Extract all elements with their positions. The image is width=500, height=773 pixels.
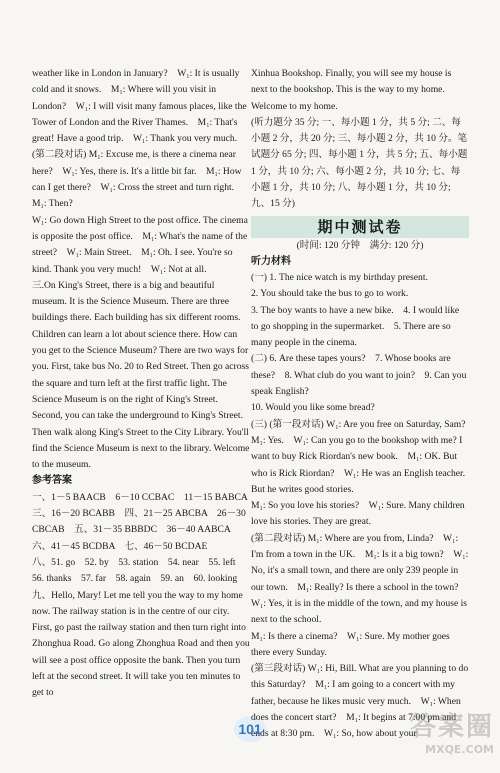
listening-text-3: W₁: Go down High Street to the post office. The cinema is opposite the post office. M₁: What's the name of the street? W₁: Main Street. M₁: Oh. I see. You're so kind. Thank you very much! W₁: Not at all.	[32, 214, 248, 275]
score-note: (听力题分 35 分; 一、每小题 1 分，共 5 分; 二、每小题 2 分，共 20 分; 三、每小题 2 分，共 10 分。笔试题分 65 分; 四、每小题 1 分，共 5 分; 五、每小题 1 分，共 10 分; 六、每小题 2 分，共 10 分; 七、每小题 1 分，共 10 分; 八、每小题 1 分，共 10 分; 九、15 分)	[251, 116, 468, 210]
listening-text-2: (第二段对话) M₁: Excuse me, is there a cinema near here? W₁: Yes, there is. It's a little bit far. M₁: How can I get there? W₁: Cross the street and turn right. M₁: Then?	[32, 149, 244, 210]
material-6: (三) (第一段对话) W₁: Are you free on Saturday, Sam? M₁: Yes. W₁: Can you go to the bookshop with me? I want to buy Rick Riordan's new book. M₁: OK. But who is Rick Riordan? W₁: He was an English teacher. But he writes good stories.	[251, 418, 476, 495]
material-3: 3. The boy wants to have a new bike. 4. I would like to go shopping in the supermarket. 5. There are so many people in the cinema.	[251, 304, 460, 349]
listening-text-4: 三.On King's Street, there is a big and beautiful museum. It is the Science Museum. There are three buildings there. Each building has six different rooms. Children can learn a lot about science there. How can you get to the Science Museum? There are two ways for you. First, take bus No. 20 to Red Street. Then go across the square and turn left at the first traffic light. The Science Museum is on the right of King's Street. Second, you can take the underground to King's Street. Then walk along King's Street to the City Library. You'll find the Science Museum is next to the library. Welcome to the museum.	[32, 279, 250, 471]
material-7: M₁: So you love his stories? W₁: Sure. Many children love his stories. They are great.	[251, 500, 465, 528]
listening-heading: 听力材料	[251, 255, 291, 267]
answers-heading: 参考答案	[32, 475, 72, 487]
writing-continued: Xinhua Bookshop. Finally, you will see my house is next to the bookshop. This is the way to my home. Welcome to my home.	[251, 68, 452, 112]
material-10: (第三段对话) W₁: Hi, Bill. What are you planning to do this Saturday? M₁: I am going to a concert with my father, because he likes music very much. W₁: When does the concert start? M₁: It begins at 7:00 pm and ends at 8:30 pm. W₁: So, how about your	[251, 663, 469, 740]
exam-title: 期中测试卷	[251, 216, 469, 238]
exam-subtitle: (时间: 120 分钟 满分: 120 分)	[296, 239, 424, 251]
answers-writing: 九、Hello, Mary! Let me tell you the way to my home now. The railway station is in the centre of our city. First, go past the railway station and then turn right into Zhonghua Road. Go along Zhonghua Road and then you will see a post office opposite the bank. Then you turn left at the second street. It will take you ten minutes to get to	[32, 589, 250, 699]
watermark-big: 答案圈	[409, 712, 494, 742]
page-number: 101	[224, 716, 276, 742]
left-column	[32, 66, 257, 702]
material-9: M₁: Is there a cinema? W₁: Sure. My mother goes there every Sunday.	[251, 630, 450, 658]
material-1: (一) 1. The nice watch is my birthday present.	[251, 271, 428, 283]
right-column	[251, 66, 476, 743]
answers-line-2: 八、51. go 52. by 53. station 54. near 55. left 56. thanks 57. far 58. again 59. an 60. looking	[32, 556, 246, 585]
material-4: (二) 6. Are these tapes yours? 7. Whose books are these? 8. What club do you want to join? 9. Can you speak English?	[251, 353, 467, 398]
answers-line-1: 一、1－5 BAACB 6－10 CCBAC 11－15 BABCA 三、16－20 BCABB 四、21－25 ABCBA 26－30 CBCAB 五、31－35 BBBDC 36－40 AABCA 六、41－45 BCDBA 七、46－50 BCDAE	[32, 491, 257, 552]
watermark-small: MXQE.COM	[425, 743, 494, 756]
material-5: 10. Would you like some bread?	[251, 402, 375, 414]
watermark-logo	[402, 711, 494, 765]
material-8: (第二段对话) M₁: Where are you from, Linda? W₁: I'm from a town in the UK. M₁: Is it a big town? W₁: No, it's a small town, and there are only 239 people in our town. M₁: Really? Is there a school in the town? W₁: Yes, it is in the middle of the town, and my house is next to the school.	[251, 532, 469, 626]
listening-text-1: weather like in London in January? W₁: It is usually cold and it snows. M₁: Where will you visit in London? W₁: I will visit many famous places, like the Tower of London and the River Thames. M₁: That's great! Have a good trip. W₁: Thank you very much.	[32, 68, 247, 145]
material-2: 2. You should take the bus to go to work.	[251, 288, 409, 300]
